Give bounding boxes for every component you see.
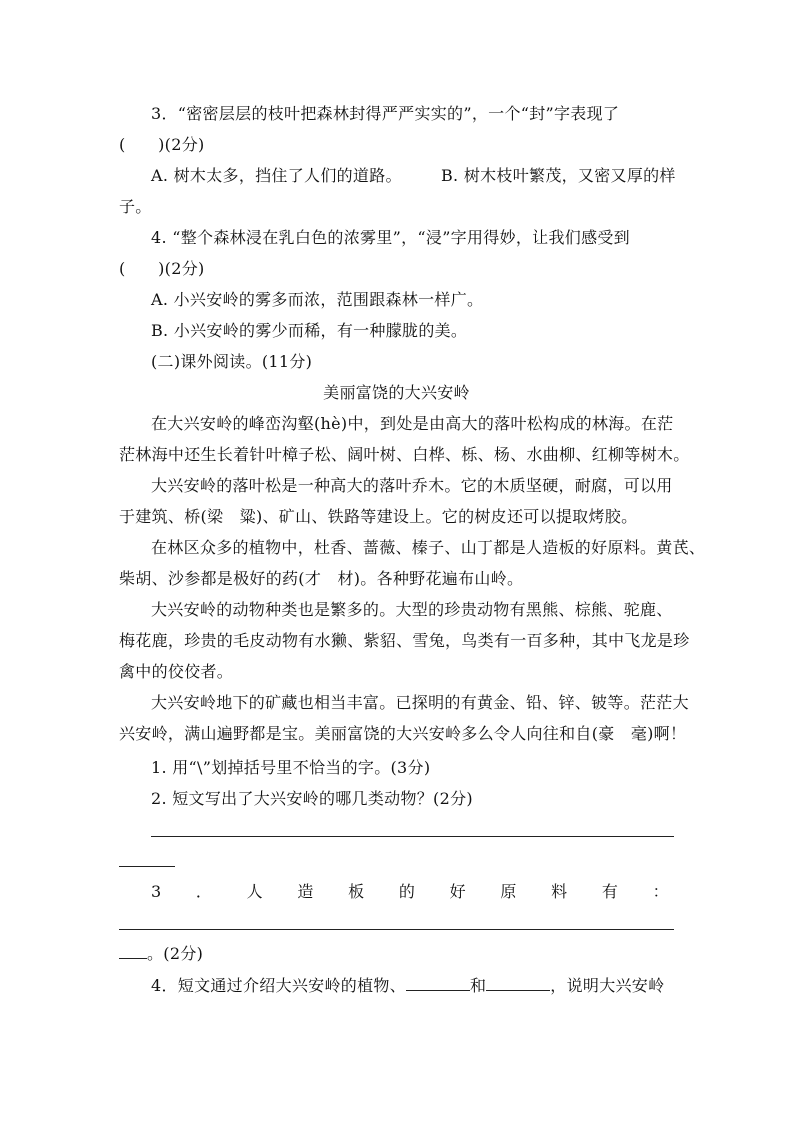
q3-char: 板 [348,882,365,901]
q3-option-a[interactable]: A. 树木太多，挡住了人们的道路。 [151,166,402,185]
passage-line: 梅花鹿，珍贵的毛皮动物有水獭、紫貂、雪兔，鸟类有一百多种，其中飞龙是珍 [119,631,690,650]
answer-line-q2[interactable] [151,836,674,837]
q3-stem: 3．“密密层层的枝叶把森林封得严严实实的”，一个“封”字表现了 [151,104,620,123]
passage-line: 柴胡、沙参都是极好的药(才 材)。各种野花遍布山岭。 [119,569,524,588]
q4-text-a: 4．短文通过介绍大兴安岭的植物、 [151,976,406,995]
q3-char: 料 [551,882,568,901]
q4-option-b[interactable]: B. 小兴安岭的雾少而稀，有一种朦胧的美。 [151,321,468,340]
q3-answer-paren[interactable]: ( )(2分) [119,135,205,154]
question-2: 2. 短文写出了大兴安岭的哪几类动物？(2分) [151,789,473,808]
passage-line: 在林区众多的植物中，杜香、蔷薇、榛子、山丁都是人造板的好原料。黄芪、 [151,538,706,557]
answer-blank-q4-1[interactable] [406,975,470,991]
q3-option-b-cont: 子。 [119,197,152,216]
q4-option-a[interactable]: A. 小兴安岭的雾多而浓，范围跟森林一样广。 [151,290,484,309]
section-heading: (二)课外阅读。(11分) [151,352,313,371]
passage-line: 在大兴安岭的峰峦沟壑(hè)中，到处是由高大的落叶松构成的林海。在茫 [151,414,674,433]
passage-title: 美丽富饶的大兴安岭 [323,383,470,402]
question-3 [151,882,669,902]
answer-blank-q3[interactable] [119,943,147,959]
q4-answer-paren[interactable]: ( )(2分) [119,259,205,278]
q3-option-b[interactable]: B. 树木枝叶繁茂，又密又厚的样 [441,166,676,185]
q3-char: 的 [398,882,416,901]
q3-score-line [119,943,674,964]
passage-line: 大兴安岭的动物种类也是繁多的。大型的珍贵动物有黑熊、棕熊、驼鹿、 [151,600,673,619]
passage-line: 大兴安岭的落叶松是一种高大的落叶乔木。它的木质坚硬，耐腐，可以用 [151,476,673,495]
passage-line: 禽中的佼佼者。 [119,662,234,681]
question-1: 1. 用“\”划掉括号里不恰当的字。(3分) [151,758,431,777]
passage-line: 于建筑、桥(梁 粱)、矿山、铁路等建设上。它的树皮还可以提取烤胶。 [119,507,638,526]
q3-char: 人 [246,882,263,901]
q3-char: 造 [297,882,314,901]
passage-line: 茫林海中还生长着针叶樟子松、阔叶树、白桦、栎、杨、水曲柳、红柳等树木。 [119,445,690,464]
q3-score: 。(2分) [147,944,204,963]
q3-char: 好 [449,882,466,901]
q3-char: ． [195,882,213,901]
q4-stem: 4. “整个森林浸在乳白色的浓雾里”，“浸”字用得妙，让我们感受到 [151,228,630,247]
passage-line: 兴安岭，满山遍野都是宝。美丽富饶的大兴安岭多么令人向往和自(豪 毫)啊！ [119,724,687,743]
q3-char: 3 [151,882,162,901]
passage-line: 大兴安岭地下的矿藏也相当丰富。已探明的有黄金、铅、锌、铍等。茫茫大 [151,693,689,712]
q4-text-b: 和 [469,976,487,995]
q3-char: ： [652,882,669,901]
q3-char: 原 [500,882,517,901]
answer-line-q2-cont[interactable] [119,866,175,867]
answer-blank-q4-2[interactable] [486,975,550,991]
question-4 [151,975,674,996]
q3-char: 有 [601,882,619,901]
q4-text-c: ，说明大兴安岭 [550,976,665,995]
answer-line-q3[interactable] [119,929,674,930]
